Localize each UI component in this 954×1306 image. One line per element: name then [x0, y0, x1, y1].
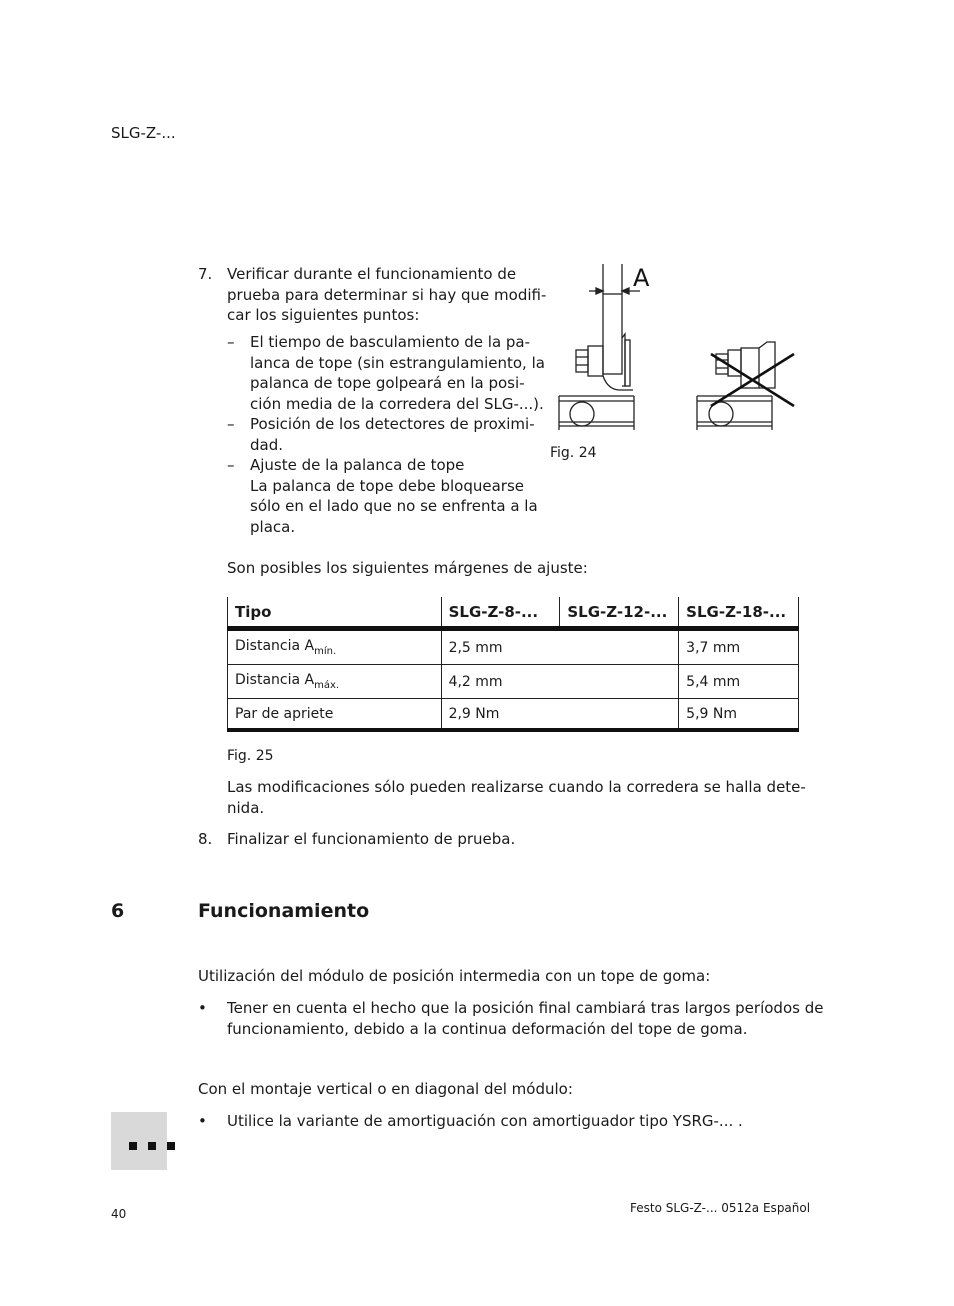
- step-8-text: Finalizar el funcionamiento de prueba.: [227, 830, 516, 848]
- row-label-text: Par de apriete: [235, 705, 334, 722]
- figure-25-caption: Fig. 25: [227, 748, 274, 764]
- row-label: [228, 665, 442, 699]
- table-cell: 2,5 mm: [441, 629, 679, 665]
- table-header: SLG-Z-8-...: [441, 597, 560, 629]
- step-7-line: prueba para determinar si hay que modifi-: [227, 285, 547, 304]
- margins-intro: Son posibles los siguientes márgenes de ajuste:: [227, 559, 588, 577]
- step-8-number: 8.: [198, 830, 213, 848]
- row-label-sub: máx.: [314, 679, 340, 691]
- figure-24: [545, 258, 805, 442]
- bullet-line: funcionamiento, debido a la continua deformación del tope de goma.: [227, 1019, 748, 1038]
- bullet-line: Tener en cuenta el hecho que la posición final cambiará tras largos períodos de: [227, 999, 824, 1017]
- dash-3: –: [227, 456, 235, 474]
- dash-2: –: [227, 415, 235, 433]
- bullet-2-marker: •: [198, 1112, 207, 1130]
- bullet-2-text: Utilice la variante de amortiguación con amortiguador tipo YSRG-... .: [227, 1112, 743, 1130]
- table-cell: 2,9 Nm: [441, 699, 679, 731]
- marker-square: [129, 1142, 137, 1150]
- page-number: 40: [111, 1207, 127, 1221]
- marker-square: [148, 1142, 156, 1150]
- dash-item-line: dad.: [250, 435, 284, 454]
- vertical-mount-intro: Con el montaje vertical o en diagonal del módulo:: [198, 1080, 573, 1098]
- dash-item-line: palanca de tope golpeará en la posi-: [250, 374, 525, 392]
- step-7-text: [227, 264, 546, 326]
- table-header: SLG-Z-12-...: [560, 597, 679, 629]
- table-header-row: [228, 597, 799, 629]
- dash-item-line: lanca de tope (sin estrangulamiento, la: [250, 353, 545, 372]
- stop-lever-diagram: [545, 258, 805, 438]
- dash-item-line: Posición de los detectores de proximi-: [250, 415, 535, 433]
- dash-item-line: sólo en el lado que no se enfrenta a la: [250, 497, 538, 515]
- row-label-text: Distancia A: [235, 638, 315, 655]
- bullet-1-marker: •: [198, 999, 207, 1017]
- table-row: [228, 629, 799, 665]
- adjustment-table: [227, 597, 799, 732]
- dash-item-line: El tiempo de basculamiento de la pa-: [250, 333, 531, 351]
- step-7-line: car los siguientes puntos:: [227, 306, 420, 324]
- dash-1: –: [227, 333, 235, 351]
- table-cell: 5,9 Nm: [679, 699, 799, 731]
- marker-square: [167, 1142, 175, 1150]
- dash-item-line: placa.: [250, 517, 296, 536]
- table-cell: 3,7 mm: [679, 629, 799, 665]
- table-cell: 4,2 mm: [441, 665, 679, 699]
- table-cell: 5,4 mm: [679, 665, 799, 699]
- note-line: nida.: [227, 798, 265, 817]
- footer-doc-info: Festo SLG-Z-... 0512a Español: [630, 1201, 811, 1215]
- dash-item-line: Ajuste de la palanca de tope: [250, 456, 465, 474]
- note-line: Las modificaciones sólo pueden realizarse cuando la corredera se halla dete-: [227, 778, 806, 796]
- dash-item-3: [250, 455, 538, 537]
- table-header: Tipo: [228, 597, 442, 629]
- step-7-line: Verificar durante el funcionamiento de: [227, 265, 517, 283]
- continuation-marker: [111, 1112, 167, 1170]
- running-header: SLG-Z-...: [111, 124, 176, 142]
- row-label: [228, 699, 442, 731]
- dash-item-line: ción media de la corredera del SLG-...).: [250, 394, 544, 413]
- dash-item-line: La palanca de tope debe bloquearse: [250, 476, 524, 495]
- table-row: [228, 699, 799, 731]
- row-label: [228, 629, 442, 665]
- row-label-text: Distancia A: [235, 672, 315, 689]
- dimension-a-label: A: [633, 264, 650, 292]
- table-row: [228, 665, 799, 699]
- table-header: SLG-Z-18-...: [679, 597, 799, 629]
- step-7-number: 7.: [198, 265, 213, 283]
- dash-item-2: [250, 414, 535, 455]
- modification-note: [227, 777, 806, 818]
- rubber-stop-intro: Utilización del módulo de posición intermedia con un tope de goma:: [198, 967, 711, 985]
- dash-item-1: [250, 332, 545, 414]
- section-title: Funcionamiento: [198, 900, 370, 922]
- section-number: 6: [111, 900, 125, 922]
- row-label-sub: mín.: [314, 645, 337, 657]
- figure-24-caption: Fig. 24: [550, 445, 597, 461]
- bullet-1-text: [227, 998, 823, 1039]
